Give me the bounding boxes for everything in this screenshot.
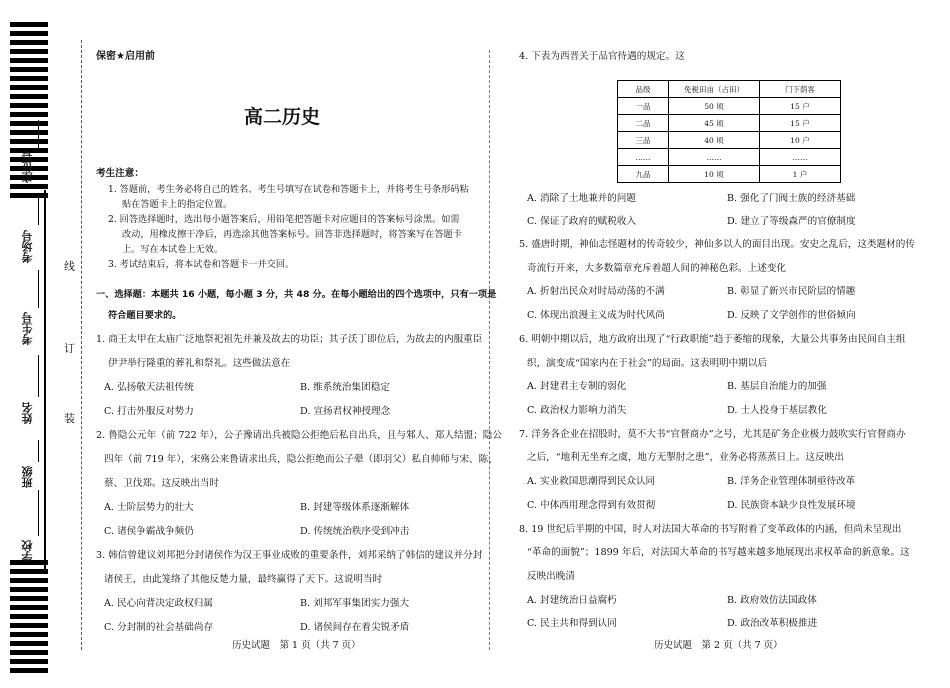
q8-stem-3: 反映出晚清 xyxy=(527,571,575,582)
rank-table-header: 免税田亩（占田） xyxy=(669,81,760,98)
q2-stem-1: 2. 鲁隐公元年（前 722 年），公子豫请出兵被隐公拒绝后私自出兵，且与邾人、郑人结盟；隐公 xyxy=(96,430,502,441)
school-line xyxy=(38,490,39,536)
q6-option-b: B. 基层自治能力的加强 xyxy=(727,381,827,392)
q1-option-b: B. 维系统治集团稳定 xyxy=(300,382,390,393)
table-cell: 10 户 xyxy=(760,132,841,149)
table-row xyxy=(618,115,841,132)
q3-option-c: C. 分封制的社会基础尚存 xyxy=(104,622,214,633)
note-2b: 改动，用橡皮擦干净后，再选涂其他答案标号。回答非选择题时，将答案写在答题卡 xyxy=(122,229,462,240)
q1-option-a: A. 弘扬敬天法祖传统 xyxy=(104,382,194,393)
q2-option-d: D. 传统统治秩序受到冲击 xyxy=(300,526,410,537)
q8-option-d: D. 政治改革积极推进 xyxy=(727,618,818,629)
q5-option-a: A. 折射出民众对时局动荡的不满 xyxy=(527,286,665,297)
page-title: 高二历史 xyxy=(244,106,321,128)
name-label: 姓名 xyxy=(21,402,34,424)
q2-stem-3: 蔡、卫伐郑。这反映出当时 xyxy=(104,478,220,489)
q6-option-c: C. 政治权力影响力消失 xyxy=(527,405,627,416)
q5-option-b: B. 彰显了新兴市民阶层的情趣 xyxy=(727,286,856,297)
table-cell: 10 顷 xyxy=(669,166,760,183)
rank-table-header: 品级 xyxy=(618,81,669,98)
q7-stem-1: 7. 洋务各企业在招股时，莫不大书“官督商办”之号，尤其是矿务企业极力鼓吹实行官督商办 xyxy=(519,429,906,440)
q3-option-a: A. 民心向背决定政权归属 xyxy=(104,598,213,609)
binding-char-line: 线 xyxy=(64,260,75,273)
table-cell: 三品 xyxy=(618,132,669,149)
q3-option-d: D. 诸侯间存在着尖锐矛盾 xyxy=(300,622,410,633)
note-3: 3. 考试结束后，将本试卷和答题卡一并交回。 xyxy=(108,259,295,270)
q1-option-d: D. 宣扬君权神授理念 xyxy=(300,406,391,417)
q6-option-d: D. 士人投身于基层教化 xyxy=(727,405,827,416)
q3-option-b: B. 刘邦军事集团实力强大 xyxy=(300,598,410,609)
q8-stem-2: “革命的面貌”；1899 年后，对法国大革命的书写越来越多地展现出求权革命的新意象。这 xyxy=(527,547,910,558)
q6-option-a: A. 封建君主专制的弱化 xyxy=(527,381,627,392)
q2-stem-2: 四年（前 719 年），宋殇公来鲁请求出兵，隐公拒绝而公子翚（即羽父）私自帅师与宋、陈、 xyxy=(104,454,498,465)
q2-option-b: B. 封建等级体系逐渐解体 xyxy=(300,502,410,513)
secret-label: 保密★启用前 xyxy=(96,51,155,62)
q5-stem-1: 5. 盛唐时期，神仙志怪题材的传奇较少，神仙多以人的面目出现。安史之乱后，这类题材的传 xyxy=(519,239,915,250)
room-line xyxy=(38,195,39,225)
q6-stem-1: 6. 明朝中期以后，地方政府出现了“行政职能”趋于萎缩的现象，大量公共事务由民间自主组 xyxy=(519,334,906,345)
q1-option-c: C. 打击外服反对势力 xyxy=(104,406,194,417)
name-line xyxy=(38,355,39,397)
footer-right: 历史试题 第 2 页（共 7 页） xyxy=(654,640,783,651)
q1-stem-2: 伊尹举行隆重的葬礼和祭礼。这些做法意在 xyxy=(108,358,291,369)
table-cell: 九品 xyxy=(618,166,669,183)
seat-line xyxy=(38,120,39,148)
table-cell: …… xyxy=(760,149,841,166)
table-cell: 15 户 xyxy=(760,115,841,132)
q5-stem-2: 奇流行开来，大多数篇章充斥着超人间的神秘色彩。上述变化 xyxy=(527,263,787,274)
q5-option-c: C. 体现出浪漫主义成为时代风尚 xyxy=(527,310,665,321)
q4-option-b: B. 强化了门阀士族的经济基础 xyxy=(727,193,856,204)
table-cell: …… xyxy=(618,149,669,166)
page-divider xyxy=(489,50,490,650)
footer-left: 历史试题 第 1 页（共 7 页） xyxy=(232,640,361,651)
binding-char-zhuang: 装 xyxy=(64,412,75,425)
q7-option-b: B. 洋务企业管理体制亟待改革 xyxy=(727,476,856,487)
table-cell: 1 户 xyxy=(760,166,841,183)
q7-option-a: A. 实业救国思潮得到民众认同 xyxy=(527,476,656,487)
school-label: 学校 xyxy=(21,540,34,562)
table-cell: 15 户 xyxy=(760,98,841,115)
q8-option-b: B. 政府效仿法国政体 xyxy=(727,595,817,606)
table-row xyxy=(618,166,841,183)
q4-stem-1: 4. 下表为西晋关于品官待遇的规定。这 xyxy=(519,51,685,62)
room-label: 考场号 xyxy=(21,230,34,263)
rank-table xyxy=(617,80,841,183)
binding-stripes-bottom xyxy=(10,560,48,677)
note-2a: 2. 回答选择题时，选出每小题答案后，用铅笔把答题卡对应题目的答案标号涂黑。如需 xyxy=(108,214,460,225)
note-1b: 贴在答题卡上的指定位置。 xyxy=(122,199,233,210)
note-2c: 上。写在本试卷上无效。 xyxy=(122,244,224,255)
seat-label: 座位号 xyxy=(21,150,34,183)
q3-stem-2: 诸侯王，由此笼络了其他反楚力量，最终赢得了天下。这说明当时 xyxy=(104,574,383,585)
table-cell: 二品 xyxy=(618,115,669,132)
section1-line1: 一、选择题：本题共 16 小题，每小题 3 分，共 48 分。在每小题给出的四个选项中，只有一项是 xyxy=(96,289,497,300)
q7-option-c: C. 中体西用理念得到有效贯彻 xyxy=(527,500,656,511)
q5-option-d: D. 反映了文学创作的世俗倾向 xyxy=(727,310,856,321)
binding-edge xyxy=(44,190,46,570)
binding-char-ding: 订 xyxy=(64,342,75,355)
q7-stem-2: 之后，“地利无坐弃之虞，地方无掣肘之患”，业务必将蒸蒸日上。这反映出 xyxy=(527,452,844,463)
rank-table-header-row xyxy=(618,81,841,98)
exam-no-label: 考生号 xyxy=(21,312,34,345)
table-cell: 45 顷 xyxy=(669,115,760,132)
q4-option-d: D. 建立了等级森严的官僚制度 xyxy=(727,216,856,227)
q3-stem-1: 3. 韩信曾建议刘邦把分封诸侯作为汉王事业成败的重要条件，刘邦采纳了韩信的建议并分封 xyxy=(96,550,483,561)
q4-option-a: A. 消除了土地兼并的问题 xyxy=(527,193,636,204)
note-1a: 1. 答题前，考生务必将自己的姓名、考生号填写在试卷和答题卡上，并将考生号条形码粘 xyxy=(108,184,469,195)
table-cell: 40 顷 xyxy=(669,132,760,149)
q8-option-a: A. 封建统治日益腐朽 xyxy=(527,595,617,606)
q1-stem-1: 1. 商王太甲在太庙广泛地祭祀祖先并兼及故去的功臣；其子沃丁即位后，为故去的内服重臣 xyxy=(96,334,483,345)
q7-option-d: D. 民族资本缺少良性发展环境 xyxy=(727,500,856,511)
rank-table-header: 门下荫客 xyxy=(760,81,841,98)
exam-no-line xyxy=(38,270,39,308)
q2-option-c: C. 诸侯争霸战争频仍 xyxy=(104,526,194,537)
q4-option-c: C. 保证了政府的赋税收入 xyxy=(527,216,637,227)
q2-option-a: A. 士阶层势力的壮大 xyxy=(104,502,194,513)
section1-line2: 符合题目要求的。 xyxy=(108,310,182,321)
q8-stem-1: 8. 19 世纪后半期的中国，时人对法国大革命的书写附着了变革政体的内涵，但尚未呈现出 xyxy=(519,524,902,535)
table-row xyxy=(618,98,841,115)
table-cell: 50 顷 xyxy=(669,98,760,115)
q6-stem-2: 织，演变成“国家内在于社会”的局面。这表明明中期以后 xyxy=(527,358,768,369)
class-label: 班级 xyxy=(21,466,34,488)
q8-option-c: C. 民主共和得到认同 xyxy=(527,618,617,629)
table-cell: 一品 xyxy=(618,98,669,115)
table-row xyxy=(618,132,841,149)
table-row xyxy=(618,149,841,166)
class-line xyxy=(38,440,39,462)
binding-dashed-line xyxy=(81,40,82,650)
notes-heading: 考生注意： xyxy=(96,168,144,179)
table-cell: …… xyxy=(669,149,760,166)
